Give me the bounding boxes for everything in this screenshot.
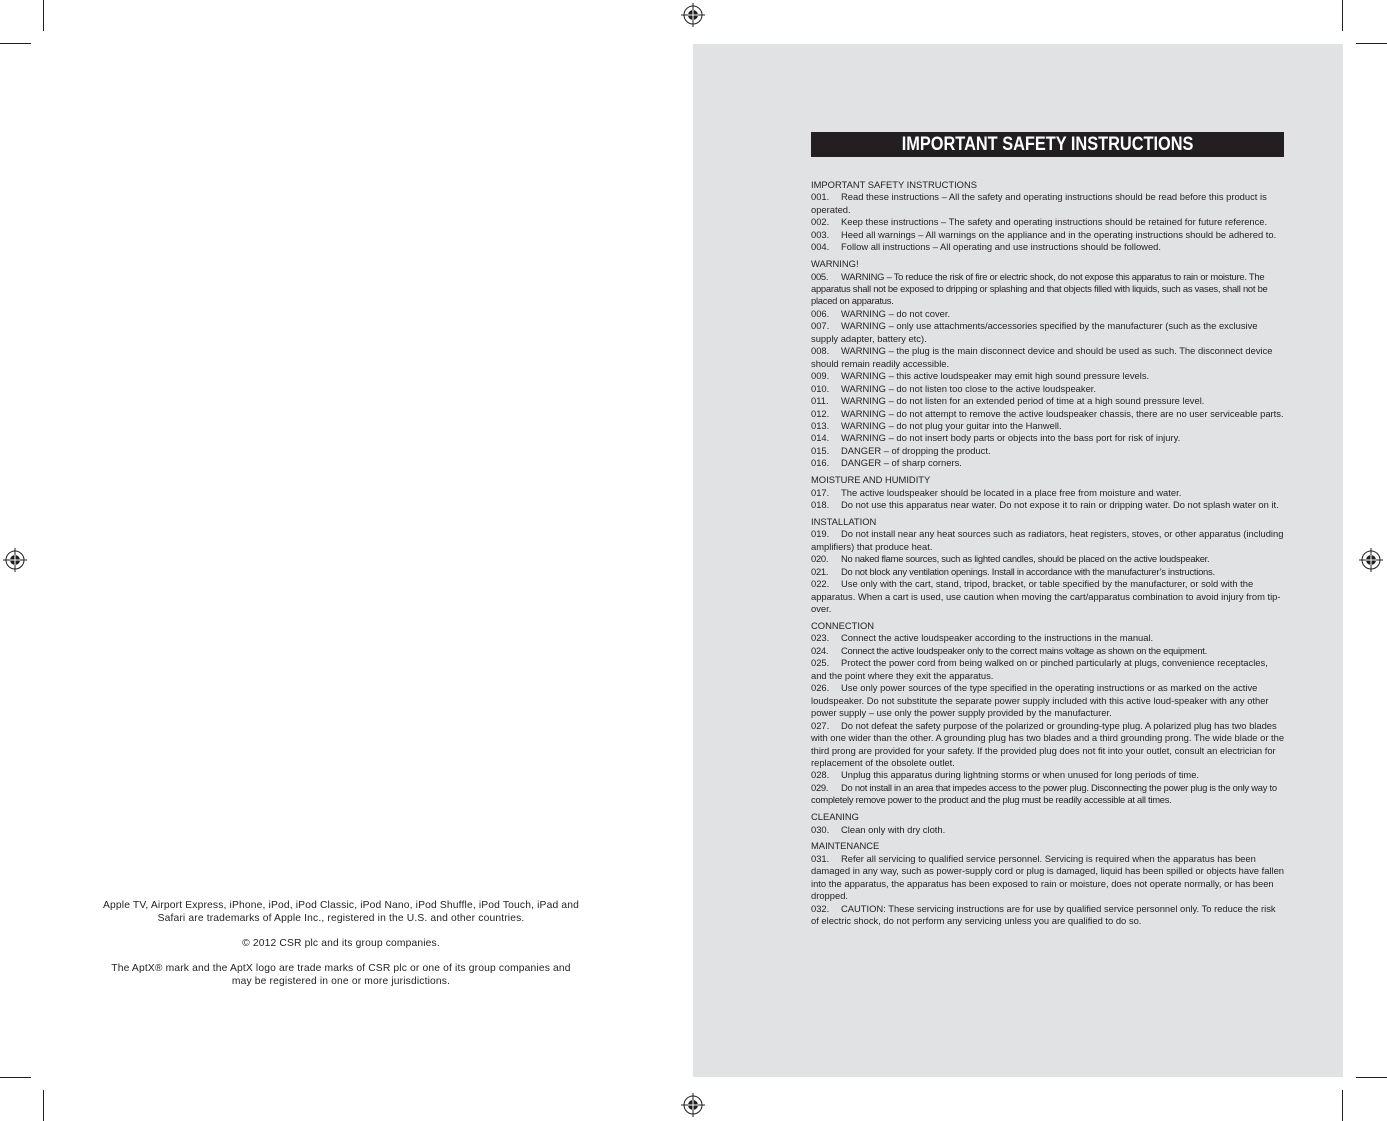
item-number: 024. [811,644,829,656]
item-number: 011. [811,395,829,407]
item-number: 017. [811,486,830,498]
instruction-item [811,645,1285,657]
instruction-item [811,320,1285,345]
copyright-notice: © 2012 CSR plc and its group companies. [242,937,440,949]
item-number: 030. [811,823,830,835]
crop-mark [1356,43,1387,44]
item-text: Protect the power cord from being walked on or pinched particularly at plugs, convenience receptacles, and the point where they exit the apparatus. [811,657,1268,681]
registration-mark-icon [681,1093,705,1117]
instruction-item [811,216,1285,228]
page-title [811,132,1284,157]
instruction-item [811,720,1285,770]
instruction-item [811,566,1285,578]
instruction-item [811,487,1285,499]
crop-mark [43,0,44,31]
instruction-item [811,853,1285,903]
section-heading: IMPORTANT SAFETY INSTRUCTIONS [811,179,977,190]
item-text: WARNING – do not listen for an extended period of time at a high sound pressure level. [841,395,1205,407]
instruction-item [811,383,1285,395]
item-text: WARNING – the plug is the main disconnect device and should be used as such. The disconnect device should remain readily accessible. [811,345,1273,369]
instruction-item [811,903,1285,928]
item-number: 013. [811,420,830,431]
legal-notes [100,900,582,1001]
item-number: 003. [811,228,830,240]
section-warning [811,258,1285,470]
item-number: 006. [811,307,830,319]
trademark-notice: Apple TV, Airport Express, iPhone, iPod, iPod Classic, iPod Nano, iPod Shuffle, iPod Touch, iPad and Safari are trademarks of Apple Inc., registered in the U.S. and other countries. [103,900,579,924]
item-text: The active loudspeaker should be located in a place free from moisture and water. [841,486,1182,498]
instruction-item [811,553,1285,565]
section-heading: MAINTENANCE [811,840,880,852]
item-text: Heed all warnings – All warnings on the appliance and in the operating instructions should be adhered to. [841,228,1277,240]
section-moisture [811,474,1285,511]
item-text: Clean only with dry cloth. [841,823,946,835]
item-number: 008. [811,345,830,357]
instruction-item [811,657,1285,682]
registration-mark-icon [3,548,27,572]
item-text: WARNING – do not listen too close to the active loudspeaker. [841,382,1096,394]
instruction-item [811,578,1285,615]
section-cleaning [811,811,1285,836]
registration-mark-icon [1359,548,1383,572]
item-text: Follow all instructions – All operating and use instructions should be followed. [841,241,1161,253]
instruction-item [811,457,1285,469]
instruction-item [811,370,1285,382]
item-text: WARNING – do not cover. [841,307,951,319]
instruction-item [811,241,1285,253]
item-number: 025. [811,657,830,669]
item-text: Connect the active loudspeaker only to the correct mains voltage as shown on the equipment. [841,644,1208,656]
instruction-item [811,395,1285,407]
instruction-item [811,682,1285,719]
item-number: 018. [811,499,830,511]
item-number: 031. [811,852,830,864]
item-number: 021. [811,565,829,577]
item-text: Do not install near any heat sources such as radiators, heat registers, stoves, or other apparatus (including amplifiers) that produce heat. [811,528,1284,552]
item-text: WARNING – only use attachments/accessories specified by the manufacturer (such as the exclusive supply adapter, battery etc). [811,320,1258,344]
item-text: Unplug this apparatus during lightning storms or when unused for long periods of time. [841,769,1200,781]
section-connection [811,620,1285,807]
item-text: Do not block any ventilation openings. Install in accordance with the manufacturer’s instructions. [841,565,1215,577]
instruction-item [811,824,1285,836]
item-text: Do not install in an area that impedes access to the power plug. Disconnecting the power plug is the only way to completely remove power to the product and the plug must be readily accessible at all times. [811,781,1277,806]
crop-mark [1342,1090,1343,1121]
aptx-notice: The AptX® mark and the AptX logo are trade marks of CSR plc or one of its group companies and may be registered in one or more jurisdictions. [111,962,571,987]
instruction-item [811,432,1285,444]
crop-mark [0,43,31,44]
instruction-item [811,408,1285,420]
page-title-text: IMPORTANT SAFETY INSTRUCTIONS [901,134,1194,155]
item-number: 014. [811,432,830,444]
item-text: No naked flame sources, such as lighted candles, should be placed on the active loudspeaker. [841,553,1210,565]
crop-mark [0,1077,31,1078]
item-text: WARNING – do not attempt to remove the active loudspeaker chassis, there are no user serviceable parts. [841,407,1284,419]
item-number: 009. [811,370,830,382]
item-number: 026. [811,682,830,694]
instruction-item [811,445,1285,457]
instruction-item [811,308,1285,320]
item-text: Use only power sources of the type specified in the operating instructions or as marked on the active loudspeaker. Do not substitute the separate power supply included with this active loud-speaker with any other power supply – use only the power supply provided by the manufacturer. [811,682,1269,719]
item-number: 019. [811,528,830,540]
item-text: CAUTION: These servicing instructions are for use by qualified service personnel only. To reduce the risk of electric shock, do not perform any servicing unless you are qualified to do so. [811,902,1276,927]
item-text: Refer all servicing to qualified service personnel. Servicing is required when the apparatus has been damaged in any way, such as power-supply cord or plug is damaged, liquid has been spilled or objects have fallen into the apparatus, the apparatus has been exposed to rain or moisture, does not operate normally, or has been dropped. [811,852,1285,902]
item-number: 005. [811,270,829,282]
instruction-item [811,632,1285,644]
instruction-item [811,420,1285,432]
item-text: Keep these instructions – The safety and operating instructions should be retained for future reference. [841,216,1268,228]
item-number: 028. [811,769,830,781]
instruction-item [811,528,1285,553]
item-number: 010. [811,382,830,394]
item-text: Do not use this apparatus near water. Do not expose it to rain or dripping water. Do not splash water on it. [841,499,1279,511]
item-text: WARNING – do not insert body parts or objects into the bass port for risk of injury. [841,432,1181,444]
item-number: 007. [811,320,830,332]
item-text: DANGER – of dropping the product. [841,444,991,456]
item-text: Connect the active loudspeaker according to the instructions in the manual. [841,632,1154,644]
item-number: 002. [811,216,830,228]
section-installation [811,516,1285,616]
section-heading: WARNING! [811,258,859,270]
item-number: 004. [811,241,830,253]
crop-mark [1342,0,1343,31]
section-heading: CONNECTION [811,619,875,631]
instruction-item [811,229,1285,241]
item-number: 023. [811,632,830,644]
item-number: 027. [811,719,830,731]
instruction-item [811,271,1285,308]
item-text: WARNING – To reduce the risk of fire or electric shock, do not expose this apparatus to rain or moisture. The apparatus shall not be exposed to dripping or splashing and that objects filled with liquids, such as vases, shall not be placed on apparatus. [811,270,1268,307]
section-important [811,179,1285,254]
instruction-item [811,345,1285,370]
instruction-item [811,191,1285,216]
item-number: 029. [811,781,829,793]
instruction-item [811,769,1285,781]
safety-instructions [811,179,1285,932]
section-heading: MOISTURE AND HUMIDITY [811,474,931,486]
item-number: 032. [811,902,830,914]
item-number: 015. [811,444,830,456]
instruction-item [811,499,1285,511]
item-text: WARNING – this active loudspeaker may emit high sound pressure levels. [841,370,1150,382]
crop-mark [43,1090,44,1121]
item-number: 001. [811,191,830,203]
item-number: 016. [811,457,830,469]
item-text: DANGER – of sharp corners. [841,457,962,469]
item-text: Use only with the cart, stand, tripod, bracket, or table specified by the manufacturer, or sold with the apparatus. When a cart is used, use caution when moving the cart/apparatus combination to avoid injury from tip-over. [811,578,1281,615]
section-heading: INSTALLATION [811,515,877,527]
item-text: Read these instructions – All the safety and operating instructions should be read before this product is operated. [811,191,1267,215]
instruction-item [811,782,1285,807]
section-maintenance [811,840,1285,927]
item-number: 022. [811,578,830,590]
crop-mark [1356,1077,1387,1078]
item-number: 012. [811,407,830,419]
item-text: Do not defeat the safety purpose of the polarized or grounding-type plug. A polarized plug has two blades with one wider than the other. A grounding plug has two blades and a third grounding prong. The wide blade or the third prong are provided for your safety. If the provided plug does not fit into your outlet, consult an electrician for replacement of the obsolete outlet. [811,719,1285,768]
item-number: 020. [811,553,829,565]
item-text: WARNING – do not plug your guitar into the Hanwell. [841,420,1062,431]
registration-mark-icon [681,3,705,27]
section-heading: CLEANING [811,811,859,823]
